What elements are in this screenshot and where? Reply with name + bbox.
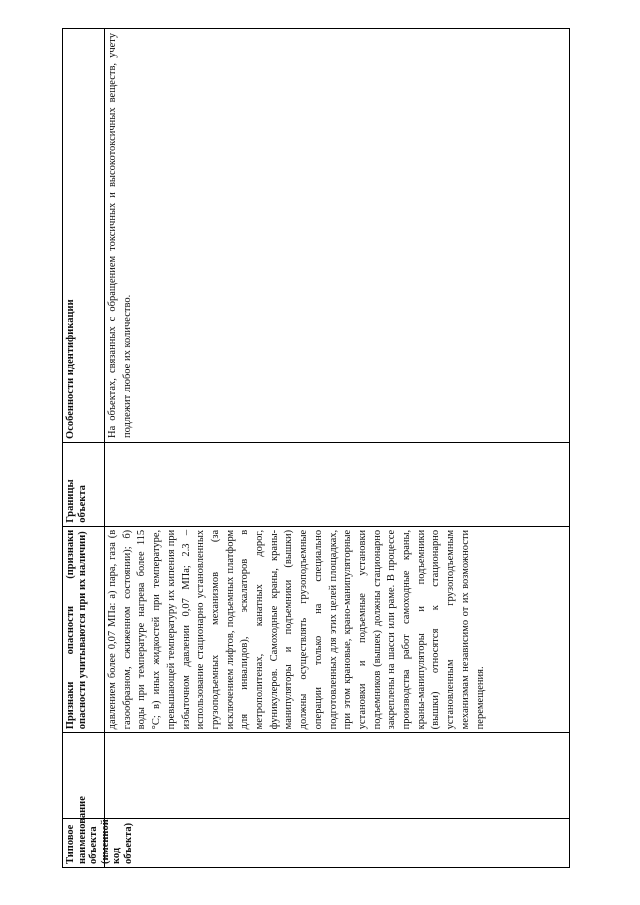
boundaries-text — [105, 443, 106, 526]
cell-object-name-cont — [105, 732, 569, 818]
cell-boundaries — [105, 442, 569, 526]
cell-hazard-features — [105, 526, 569, 733]
cell-identification-features — [105, 29, 569, 442]
header-cell-object-name-cont — [63, 732, 104, 818]
object-name-text — [105, 819, 106, 867]
identification-features-text: На объектах, связанных с обращением токсичных и высокотоксичных веществ, учету подлежит любое их количество. — [107, 33, 133, 439]
header-hazard-features: Признаки опасности (признаки опасности учитываются при их наличии) — [65, 529, 88, 730]
cell-object-name — [105, 818, 569, 867]
table-row — [105, 29, 569, 867]
hazard-identification-table — [62, 28, 570, 868]
header-identification-features: Особенности идентификации — [65, 299, 76, 439]
header-object-name: Типовое наименование объекта (именной код объекта) — [65, 796, 134, 864]
hazard-features-text: давлением более 0,07 МПа: а) пара, газа (в газообразном, сжиженном состоянии); б) воды при температуре нагрева более 115 °С; в) иных жидкостей при температуре, превышающей температуру их кипения при избыточном давлении 0,07 МПа; 2.3 – использование стационарно установленных грузоподъемных механизмов (за исключением лифтов, подъемных платформ для инвалидов), эскалаторов в метрополитенах, канатных дорог, фуникулеров. Самоходные краны, краны-манипуляторы и подъемники (вышки) должны осуществлять грузоподъемные операции только на специально подготовленных для этих целей площадках, при этом крановые, крано-манипуляторные установки и подъемные установки подъемников (вышек) должны стационарно закреплены на шасси или раме. В процессе производства работ самоходные краны, краны-манипуляторы и подъемники (вышки) относятся к стационарно установленным грузоподъемным механизмам независимо от их возможности перемещения. — [107, 529, 486, 730]
header-boundaries: Границы объекта — [65, 479, 88, 523]
header-cell-hazard-features — [63, 526, 104, 732]
header-cell-identification-features — [63, 29, 104, 442]
table-rotator — [62, 28, 570, 868]
header-cell-boundaries — [63, 442, 104, 526]
header-cell-object-name — [63, 796, 134, 867]
